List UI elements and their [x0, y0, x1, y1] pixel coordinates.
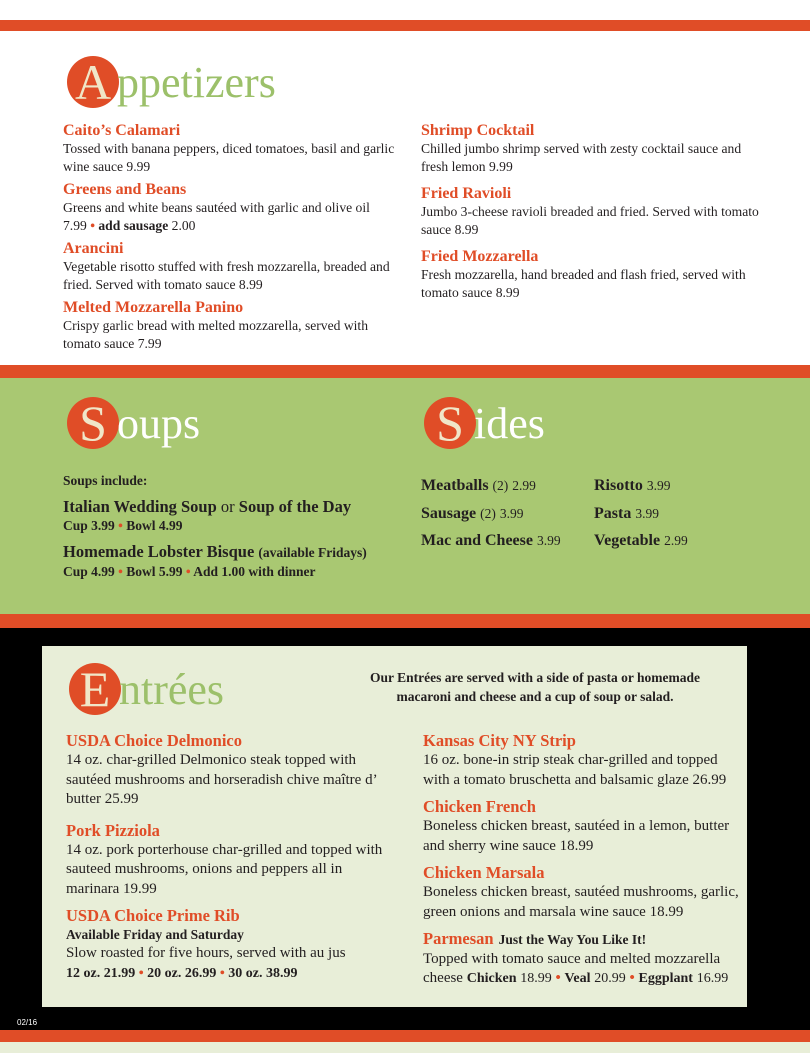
- menu-item: [63, 298, 403, 353]
- entree-description: Boneless chicken breast, sautéed mushrooms, garlic, green onions and marsala wine sauce 18.99: [423, 884, 739, 920]
- bullet-dot: •: [118, 564, 123, 579]
- entree-availability: Available Friday and Saturday: [66, 927, 244, 942]
- side-name: Risotto: [594, 477, 643, 494]
- bottom-divider-bar: [0, 1030, 810, 1042]
- size-price: 38.99: [265, 965, 298, 981]
- soup-item: [63, 497, 403, 517]
- entree-description: Slow roasted for five hours, served with au jus: [66, 945, 346, 961]
- soups-include-label: Soups include:: [63, 473, 148, 488]
- side-item: [594, 500, 754, 528]
- item-name: Fried Ravioli: [421, 185, 512, 202]
- bowl-price: 5.99: [158, 564, 183, 579]
- menu-item: [63, 239, 403, 294]
- bullet-dot: •: [90, 218, 95, 233]
- entrees-heading: [69, 663, 224, 715]
- entrees-initial-badge: E: [69, 663, 121, 715]
- item-description: [63, 199, 403, 235]
- side-price: 2.99: [664, 533, 688, 548]
- item-name: Greens and Beans: [63, 181, 187, 198]
- soups-list: [63, 473, 403, 580]
- entrees-right-column: [423, 731, 743, 989]
- cup-price: 3.99: [91, 518, 115, 533]
- appetizers-right-column: [421, 121, 761, 302]
- menu-item: [63, 121, 403, 176]
- menu-item: [421, 247, 761, 302]
- side-price: 3.99: [536, 533, 561, 548]
- entree-name: USDA Choice Prime Rib: [66, 906, 240, 925]
- option-price: 18.99: [520, 971, 552, 986]
- option-label: Veal: [564, 971, 591, 986]
- soups-sides-top-bar: [0, 365, 810, 378]
- footer-code: 02/16: [17, 1018, 38, 1027]
- menu-item: [421, 184, 761, 239]
- appetizers-heading: [67, 56, 276, 108]
- entree-item: [423, 863, 743, 922]
- top-divider-bar: [0, 20, 810, 31]
- side-price: 3.99: [499, 505, 524, 521]
- entree-item: [66, 821, 396, 900]
- soup-prices: [63, 517, 403, 534]
- soup-name-alt: Soup of the Day: [238, 497, 352, 516]
- cup-label: Cup: [63, 518, 88, 533]
- size-label: 30 oz.: [228, 965, 263, 981]
- addon-label: add sausage: [98, 218, 169, 233]
- size-price: 21.99: [103, 965, 136, 981]
- side-name: Mac and Cheese: [421, 532, 533, 549]
- bowl-label: Bowl: [126, 564, 156, 579]
- dinner-addon: Add 1.00 with dinner: [193, 564, 316, 579]
- entrees-note: [330, 668, 740, 706]
- appetizers-title: ppetizers: [117, 57, 276, 107]
- soup-note: (available Fridays): [258, 545, 367, 560]
- bullet-dot: •: [185, 564, 191, 579]
- entree-description: 14 oz. pork porterhouse char-grilled and topped with sauteed mushrooms, onions and peppers all in marinara 19.99: [66, 841, 383, 897]
- side-name: Vegetable: [594, 532, 661, 549]
- entrees-left-column: [66, 731, 396, 983]
- soup-name: Italian Wedding Soup: [63, 497, 217, 516]
- entree-name: USDA Choice Delmonico: [66, 731, 242, 750]
- soups-heading: [67, 397, 200, 449]
- item-description: Fresh mozzarella, hand breaded and flash fried, served with tomato sauce 8.99: [421, 267, 746, 300]
- entrees-note-line: macaroni and cheese and a cup of soup or salad.: [396, 689, 674, 704]
- entree-description: 16 oz. bone-in strip steak char-grilled and topped with a tomato bruschetta and balsamic glaze 26.99: [423, 752, 727, 788]
- cup-label: Cup: [63, 564, 88, 579]
- entree-name: Chicken French: [423, 797, 536, 816]
- side-price: 3.99: [635, 505, 659, 521]
- item-description: Crispy garlic bread with melted mozzarella, served with tomato sauce 7.99: [63, 318, 368, 351]
- side-name: Sausage: [421, 504, 477, 522]
- bullet-dot: •: [629, 970, 635, 986]
- bullet-dot: •: [118, 518, 123, 533]
- side-price: 2.99: [512, 478, 536, 493]
- bullet-dot: •: [555, 970, 561, 986]
- side-qty: (2): [480, 505, 496, 521]
- soups-initial-badge: S: [67, 397, 119, 449]
- entree-name: Parmesan: [423, 929, 494, 948]
- entree-item: [66, 731, 396, 810]
- item-description: Jumbo 3-cheese ravioli breaded and fried. Served with tomato sauce 8.99: [421, 204, 759, 237]
- bullet-dot: •: [219, 965, 225, 981]
- entree-sizes: [66, 964, 396, 984]
- entrees-title: ntrées: [119, 664, 225, 714]
- entree-item: [423, 929, 743, 989]
- side-name: Pasta: [594, 504, 632, 522]
- entree-name: Kansas City NY Strip: [423, 731, 576, 750]
- cup-price: 4.99: [91, 564, 115, 579]
- item-name: Arancini: [63, 240, 124, 257]
- item-price: 7.99: [63, 218, 87, 233]
- menu-item: [63, 180, 403, 235]
- option-price: 16.99: [696, 971, 729, 986]
- item-description: Vegetable risotto stuffed with fresh mozzarella, breaded and fried. Served with tomato sauce 8.99: [63, 259, 390, 292]
- soup-or: or: [220, 497, 235, 516]
- side-name: Meatballs: [421, 477, 489, 494]
- item-description: Tossed with banana peppers, diced tomatoes, basil and garlic wine sauce 9.99: [63, 141, 395, 174]
- entree-tagline: Just the Way You Like It!: [498, 932, 647, 947]
- side-item: [421, 500, 591, 528]
- entree-title-row: [423, 929, 743, 950]
- item-name: Melted Mozzarella Panino: [63, 299, 244, 316]
- entree-item: [423, 797, 743, 856]
- item-name: Fried Mozzarella: [421, 248, 539, 265]
- appetizers-initial-badge: A: [67, 56, 119, 108]
- entree-desc-text: Topped with tomato sauce and melted mozzarella cheese: [423, 950, 721, 986]
- entrees-note-line: Our Entrées are served with a side of pasta or homemade: [370, 670, 700, 685]
- menu-item: [421, 121, 761, 176]
- soup-item: [63, 542, 403, 563]
- item-description: Chilled jumbo shrimp served with zesty cocktail sauce and fresh lemon 9.99: [421, 141, 742, 174]
- bottom-green-strip: [0, 1042, 810, 1053]
- sides-initial-badge: S: [424, 397, 476, 449]
- soups-title: oups: [117, 398, 201, 448]
- sides-heading: [424, 397, 545, 449]
- sides-left-column: [421, 472, 591, 555]
- entree-item: [423, 731, 743, 790]
- side-item: [594, 527, 754, 555]
- addon-price: 2.00: [171, 218, 196, 233]
- bowl-label: Bowl: [126, 518, 156, 533]
- size-label: 12 oz.: [66, 965, 101, 981]
- option-label: Chicken: [466, 971, 517, 986]
- bowl-price: 4.99: [158, 518, 183, 533]
- side-item: [594, 472, 754, 500]
- side-item: [421, 472, 591, 500]
- size-label: 20 oz.: [147, 965, 182, 981]
- side-price: 3.99: [646, 478, 671, 493]
- sides-title: ides: [474, 398, 545, 448]
- option-price: 20.99: [594, 971, 626, 986]
- entree-item: [66, 906, 396, 983]
- entree-name: Chicken Marsala: [423, 863, 545, 882]
- side-qty: (2): [492, 478, 509, 493]
- entree-name: Pork Pizziola: [66, 820, 160, 840]
- entree-description: Boneless chicken breast, sautéed in a lemon, butter and sherry wine sauce 18.99: [423, 818, 730, 854]
- item-name: Caito’s Calamari: [63, 122, 181, 139]
- soup-prices: [63, 563, 403, 580]
- option-label: Eggplant: [638, 971, 693, 986]
- side-item: [421, 527, 591, 555]
- item-name: Shrimp Cocktail: [421, 122, 535, 139]
- appetizers-left-column: [63, 121, 403, 353]
- sides-right-column: [594, 472, 754, 555]
- item-desc-text: Greens and white beans sautéed with garlic and olive oil: [63, 200, 370, 215]
- entree-description: 14 oz. char-grilled Delmonico steak topped with sautéed mushrooms and horseradish chive maître d’ butter 25.99: [66, 752, 377, 807]
- soups-sides-bottom-bar: [0, 614, 810, 628]
- soup-name: Homemade Lobster Bisque: [63, 542, 255, 561]
- entree-description: [423, 950, 743, 989]
- bullet-dot: •: [138, 965, 144, 981]
- size-price: 26.99: [184, 965, 217, 981]
